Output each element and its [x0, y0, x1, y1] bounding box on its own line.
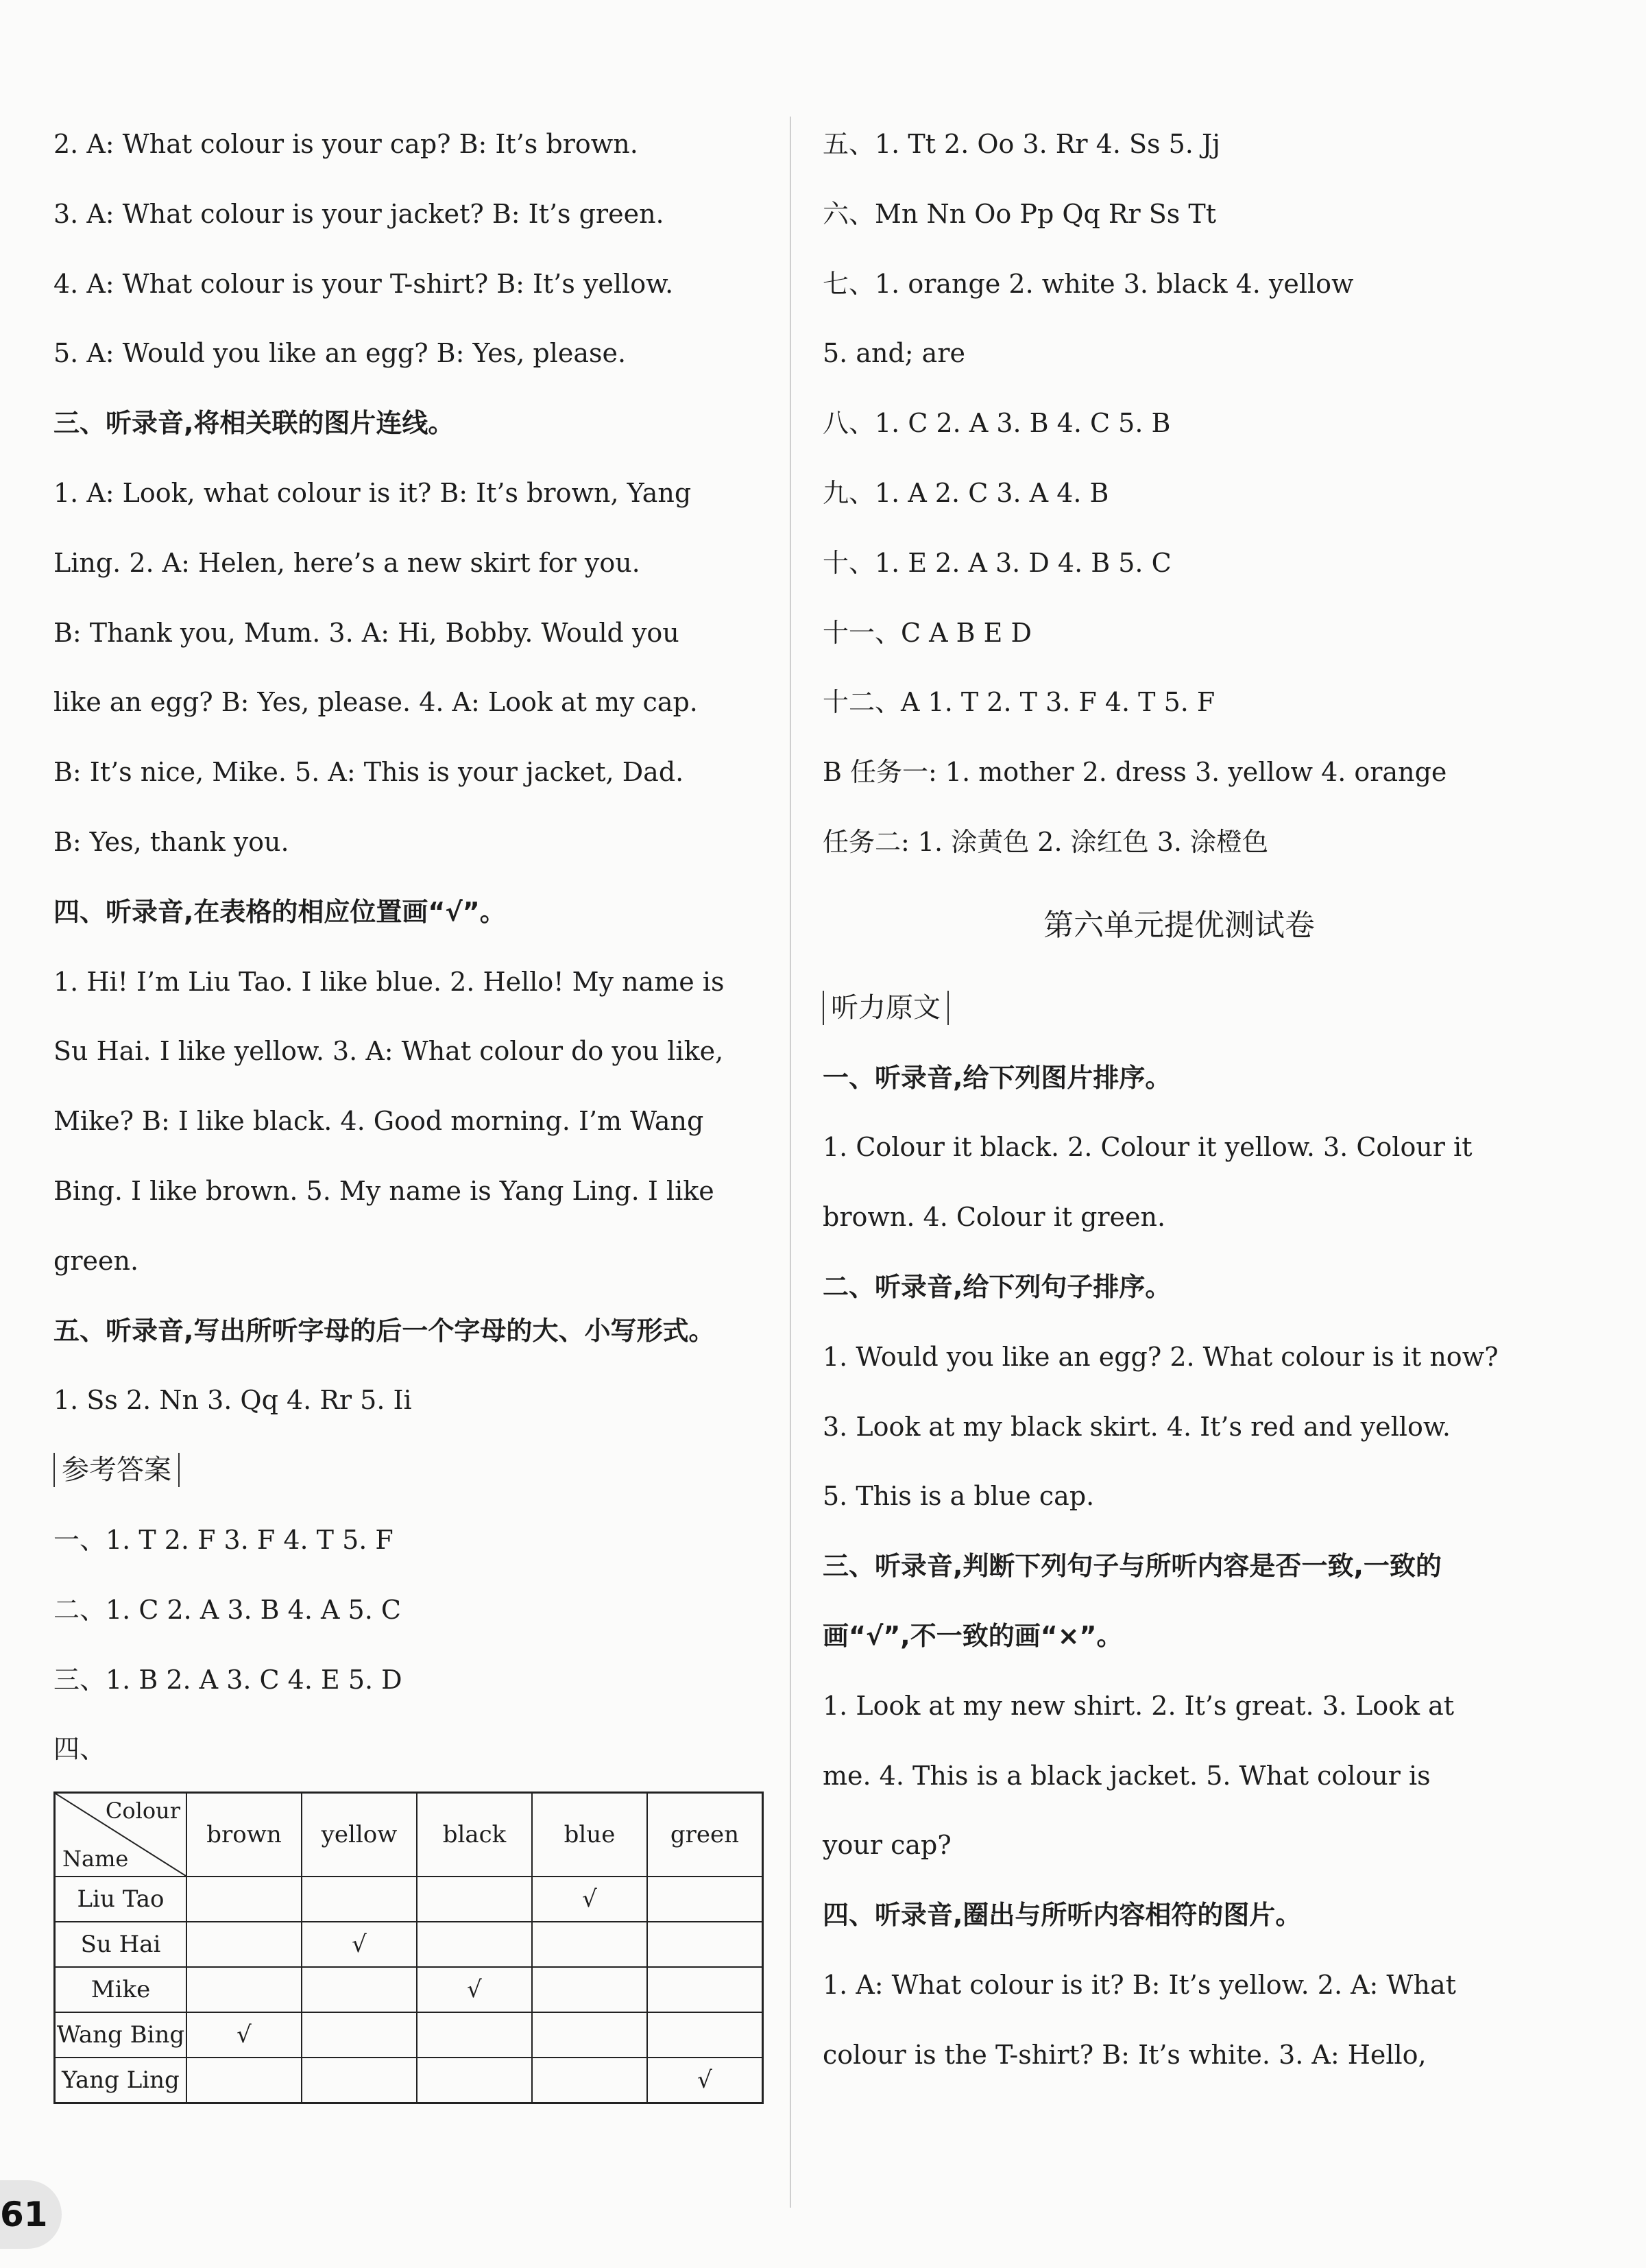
check-cell	[302, 2058, 417, 2103]
answer-line: 五、1. Tt 2. Oo 3. Rr 4. Ss 5. Jj	[823, 129, 1220, 159]
answer-line: 六、Mn Nn Oo Pp Qq Rr Ss Tt	[823, 198, 1216, 229]
answer-table	[53, 1792, 764, 2104]
section-title: 第六单元提优测试卷	[1043, 907, 1315, 943]
text-line: 1. A: What colour is it? B: It’s yellow. 2. A: What	[823, 1969, 1456, 2000]
text-line: Ling. 2. A: Helen, here’s a new skirt for you.	[53, 547, 640, 578]
answer-line: 九、1. A 2. C 3. A 4. B	[823, 477, 1109, 508]
check-cell	[647, 1922, 763, 1967]
corner-label-colour: Colour	[105, 1798, 180, 1824]
check-cell	[647, 1877, 763, 1922]
answer-line: 任务二: 1. 涂黄色 2. 涂红色 3. 涂橙色	[823, 826, 1269, 857]
text-line: 1. Look at my new shirt. 2. It’s great. 3. Look at	[823, 1690, 1454, 1721]
check-cell	[532, 1967, 647, 2012]
text-line: brown. 4. Colour it green.	[823, 1202, 1166, 1233]
check-cell	[186, 2012, 302, 2058]
check-cell	[302, 1877, 417, 1922]
answer-line: 十一、C A B E D	[823, 617, 1032, 648]
check-mark-icon: √	[582, 1885, 597, 1914]
answer-line: B 任务一: 1. mother 2. dress 3. yellow 4. orange	[823, 757, 1447, 788]
check-cell	[417, 2012, 532, 2058]
table-header-row	[55, 1793, 763, 1877]
check-cell	[302, 1967, 417, 2012]
left-column	[53, 110, 773, 2104]
section-heading: 一、听录音,给下列图片排序。	[823, 1062, 1172, 1093]
check-mark-icon: √	[467, 1976, 482, 2004]
table-row	[55, 1877, 763, 1922]
check-cell	[532, 2058, 647, 2103]
page-number: 61	[0, 2180, 62, 2249]
answer-line: 一、1. T 2. F 3. F 4. T 5. F	[53, 1524, 394, 1555]
check-cell	[532, 2012, 647, 2058]
check-cell	[186, 1877, 302, 1922]
text-line: B: Thank you, Mum. 3. A: Hi, Bobby. Would you	[53, 617, 679, 648]
text-line: colour is the T-shirt? B: It’s white. 3. A: Hello,	[823, 2039, 1427, 2070]
table-row	[55, 1922, 763, 1967]
answer-label: 参考答案	[53, 1453, 180, 1487]
row-name-cell: Wang Bing	[55, 2012, 187, 2058]
check-mark-icon: √	[697, 2066, 712, 2095]
check-cell	[186, 2058, 302, 2103]
section-heading: 四、听录音,在表格的相应位置画“√”。	[53, 896, 506, 927]
text-line: 3. Look at my black skirt. 4. It’s red and yellow.	[823, 1411, 1451, 1442]
check-cell	[417, 1922, 532, 1967]
section-heading: 三、听录音,判断下列句子与所听内容是否一致,一致的	[823, 1551, 1442, 1582]
answer-line: 十二、A 1. T 2. T 3. F 4. T 5. F	[823, 687, 1215, 718]
answer-line: 三、1. B 2. A 3. C 4. E 5. D	[53, 1664, 402, 1695]
text-line: 4. A: What colour is your T-shirt? B: It’s yellow.	[53, 268, 674, 299]
check-cell	[186, 1922, 302, 1967]
text-line: B: Yes, thank you.	[53, 826, 289, 857]
text-line: 1. Would you like an egg? 2. What colour is it now?	[823, 1341, 1499, 1372]
column-header: black	[417, 1793, 532, 1877]
section-heading: 五、听录音,写出所听字母的后一个字母的大、小写形式。	[53, 1315, 715, 1346]
text-line: me. 4. This is a black jacket. 5. What colour is	[823, 1760, 1431, 1791]
right-column	[823, 110, 1536, 2090]
text-line: 1. Ss 2. Nn 3. Qq 4. Rr 5. Ii	[53, 1385, 412, 1416]
text-line: 5. A: Would you like an egg? B: Yes, please.	[53, 338, 627, 369]
column-header: green	[647, 1793, 763, 1877]
table-row	[55, 1967, 763, 2012]
check-cell	[647, 2012, 763, 2058]
column-header: blue	[532, 1793, 647, 1877]
check-cell	[647, 2058, 763, 2103]
table-body	[55, 1877, 763, 2103]
text-line: 3. A: What colour is your jacket? B: It’s green.	[53, 198, 664, 229]
check-cell	[532, 1877, 647, 1922]
text-line: 1. Hi! I’m Liu Tao. I like blue. 2. Hello! My name is	[53, 966, 725, 997]
text-line: 1. Colour it black. 2. Colour it yellow. 3. Colour it	[823, 1132, 1473, 1163]
corner-label-name: Name	[62, 1846, 129, 1872]
check-cell	[302, 1922, 417, 1967]
text-line: like an egg? B: Yes, please. 4. A: Look at my cap.	[53, 687, 698, 718]
check-mark-icon: √	[352, 1931, 367, 1959]
check-cell	[186, 1967, 302, 2012]
text-line: your cap?	[823, 1830, 952, 1861]
listening-label: 听力原文	[823, 991, 949, 1025]
section-heading: 画“√”,不一致的画“×”。	[823, 1620, 1123, 1651]
listening-label-row	[823, 974, 1536, 1043]
section-heading: 二、听录音,给下列句子排序。	[823, 1271, 1172, 1302]
row-name-cell: Su Hai	[55, 1922, 187, 1967]
column-header: brown	[186, 1793, 302, 1877]
text-line: 5. This is a blue cap.	[823, 1481, 1095, 1512]
column-divider	[790, 117, 791, 2208]
row-name-cell: Yang Ling	[55, 2058, 187, 2103]
check-cell	[647, 1967, 763, 2012]
table-corner-cell	[55, 1793, 187, 1877]
text-line: Mike? B: I like black. 4. Good morning. I’m Wang	[53, 1106, 704, 1137]
text-line: green.	[53, 1245, 139, 1276]
row-name-cell: Liu Tao	[55, 1877, 187, 1922]
answer-line: 七、1. orange 2. white 3. black 4. yellow	[823, 268, 1354, 299]
answer-line: 十、1. E 2. A 3. D 4. B 5. C	[823, 547, 1172, 578]
section-heading: 三、听录音,将相关联的图片连线。	[53, 408, 455, 439]
row-name-cell: Mike	[55, 1967, 187, 2012]
text-line: 2. A: What colour is your cap? B: It’s brown.	[53, 129, 638, 159]
answer-label-row	[53, 1436, 773, 1506]
column-header: yellow	[302, 1793, 417, 1877]
check-cell	[417, 1877, 532, 1922]
text-line: B: It’s nice, Mike. 5. A: This is your jacket, Dad.	[53, 757, 684, 788]
table-row	[55, 2058, 763, 2103]
check-cell	[417, 1967, 532, 2012]
check-cell	[417, 2058, 532, 2103]
table-row	[55, 2012, 763, 2058]
answer-line: 四、	[53, 1734, 106, 1765]
answer-line: 八、1. C 2. A 3. B 4. C 5. B	[823, 408, 1171, 439]
text-line: 1. A: Look, what colour is it? B: It’s brown, Yang	[53, 477, 692, 508]
check-cell	[532, 1922, 647, 1967]
section-heading: 四、听录音,圈出与所听内容相符的图片。	[823, 1900, 1302, 1931]
text-line: Bing. I like brown. 5. My name is Yang Ling. I like	[53, 1175, 714, 1206]
answer-line: 5. and; are	[823, 338, 965, 369]
answer-line: 二、1. C 2. A 3. B 4. A 5. C	[53, 1594, 401, 1625]
check-cell	[302, 2012, 417, 2058]
text-line: Su Hai. I like yellow. 3. A: What colour do you like,	[53, 1036, 724, 1067]
check-mark-icon: √	[237, 2021, 252, 2049]
